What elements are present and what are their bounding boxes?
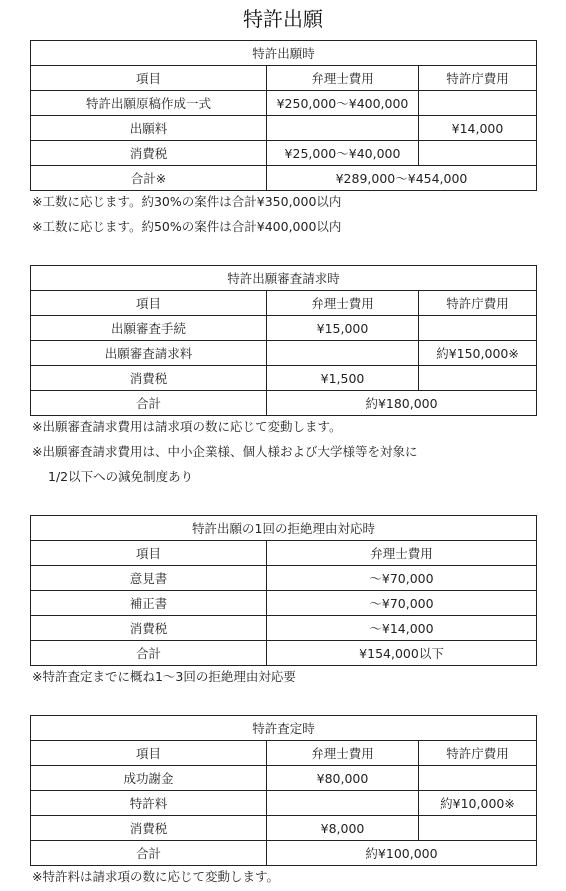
row-attorney-fee: 〜¥70,000 <box>267 566 537 591</box>
total-row <box>31 166 537 191</box>
row-item: 出願料 <box>31 116 267 141</box>
footnote: ※出願審査請求費用は請求項の数に応じて変動します。 <box>32 419 342 434</box>
column-header-attorney-fee: 弁理士費用 <box>267 541 537 566</box>
table-title: 特許出願の1回の拒絶理由対応時 <box>31 516 537 541</box>
column-header-office-fee: 特許庁費用 <box>419 291 537 316</box>
filing-fee-table <box>30 40 537 191</box>
table-header-row <box>31 41 537 66</box>
row-attorney-fee: 〜¥70,000 <box>267 591 537 616</box>
table-row <box>31 341 537 366</box>
table-row <box>31 566 537 591</box>
total-label: 合計 <box>31 641 267 666</box>
footnote: ※出願審査請求費用は、中小企業様、個人様および大学様等を対象に <box>32 444 418 459</box>
row-office-fee: 約¥150,000※ <box>419 341 537 366</box>
table-title: 特許出願審査請求時 <box>31 266 537 291</box>
table-row <box>31 141 537 166</box>
total-value: 約¥180,000 <box>267 391 537 416</box>
footnote: ※特許査定までに概ね1〜3回の拒絶理由対応要 <box>32 669 296 684</box>
row-item: 成功謝金 <box>31 766 267 791</box>
total-value: ¥289,000〜¥454,000 <box>267 166 537 191</box>
table-row <box>31 616 537 641</box>
grant-fee-table <box>30 715 537 866</box>
row-attorney-fee <box>267 791 419 816</box>
footnote: ※特許料は請求項の数に応じて変動します。 <box>32 869 279 884</box>
table-row <box>31 116 537 141</box>
column-header-attorney-fee: 弁理士費用 <box>267 741 419 766</box>
column-header-row <box>31 741 537 766</box>
row-attorney-fee: ¥1,500 <box>267 366 419 391</box>
row-item: 消費税 <box>31 616 267 641</box>
row-attorney-fee: ¥15,000 <box>267 316 419 341</box>
row-office-fee <box>419 366 537 391</box>
table-row <box>31 91 537 116</box>
table-row <box>31 816 537 841</box>
table-row <box>31 366 537 391</box>
row-attorney-fee: ¥80,000 <box>267 766 419 791</box>
total-label: 合計 <box>31 391 267 416</box>
row-attorney-fee: ¥25,000〜¥40,000 <box>267 141 419 166</box>
row-office-fee <box>419 766 537 791</box>
footnote: ※工数に応じます。約50%の案件は合計¥400,000以内 <box>32 219 342 234</box>
row-attorney-fee <box>267 116 419 141</box>
examination-request-fee-table <box>30 265 537 416</box>
row-attorney-fee: ¥250,000〜¥400,000 <box>267 91 419 116</box>
row-item: 出願審査手続 <box>31 316 267 341</box>
column-header-row <box>31 66 537 91</box>
table-row <box>31 791 537 816</box>
column-header-office-fee: 特許庁費用 <box>419 741 537 766</box>
row-item: 特許料 <box>31 791 267 816</box>
total-row <box>31 641 537 666</box>
column-header-item: 項目 <box>31 741 267 766</box>
column-header-attorney-fee: 弁理士費用 <box>267 291 419 316</box>
table-header-row <box>31 516 537 541</box>
column-header-item: 項目 <box>31 66 267 91</box>
table-row <box>31 316 537 341</box>
row-office-fee: ¥14,000 <box>419 116 537 141</box>
page-title: 特許出願 <box>243 7 323 31</box>
total-row <box>31 841 537 866</box>
row-item: 出願審査請求料 <box>31 341 267 366</box>
row-attorney-fee: 〜¥14,000 <box>267 616 537 641</box>
table-header-row <box>31 716 537 741</box>
total-label: 合計※ <box>31 166 267 191</box>
table-header-row <box>31 266 537 291</box>
footnote: 1/2以下への減免制度あり <box>48 469 194 484</box>
row-office-fee <box>419 316 537 341</box>
column-header-row <box>31 541 537 566</box>
table-title: 特許査定時 <box>31 716 537 741</box>
row-item: 特許出願原稿作成一式 <box>31 91 267 116</box>
total-label: 合計 <box>31 841 267 866</box>
table-row <box>31 766 537 791</box>
total-value: 約¥100,000 <box>267 841 537 866</box>
row-item: 消費税 <box>31 366 267 391</box>
row-office-fee: 約¥10,000※ <box>419 791 537 816</box>
row-office-fee <box>419 91 537 116</box>
total-value: ¥154,000以下 <box>267 641 537 666</box>
row-office-fee <box>419 816 537 841</box>
footnote: ※工数に応じます。約30%の案件は合計¥350,000以内 <box>32 194 342 209</box>
column-header-row <box>31 291 537 316</box>
column-header-item: 項目 <box>31 291 267 316</box>
row-item: 補正書 <box>31 591 267 616</box>
rejection-response-fee-table <box>30 515 537 666</box>
column-header-item: 項目 <box>31 541 267 566</box>
row-item: 意見書 <box>31 566 267 591</box>
table-row <box>31 591 537 616</box>
row-attorney-fee: ¥8,000 <box>267 816 419 841</box>
column-header-office-fee: 特許庁費用 <box>419 66 537 91</box>
row-item: 消費税 <box>31 141 267 166</box>
column-header-attorney-fee: 弁理士費用 <box>267 66 419 91</box>
table-title: 特許出願時 <box>31 41 537 66</box>
row-attorney-fee <box>267 341 419 366</box>
row-item: 消費税 <box>31 816 267 841</box>
total-row <box>31 391 537 416</box>
row-office-fee <box>419 141 537 166</box>
